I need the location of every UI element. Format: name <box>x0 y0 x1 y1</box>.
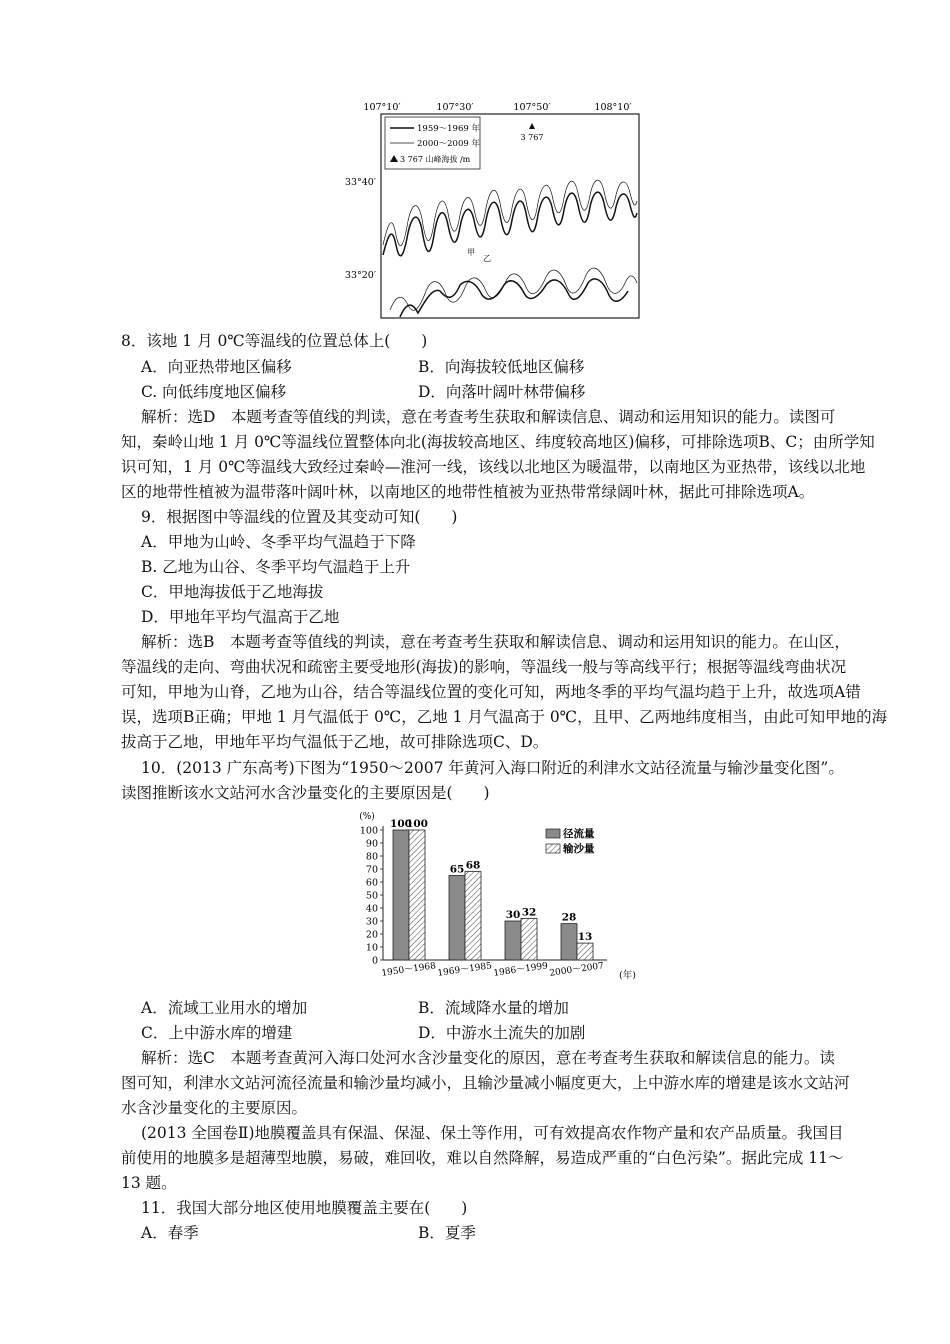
bar-value-label: 13 <box>577 931 593 944</box>
q8-option-b: B．向海拔较低地区偏移 <box>418 358 585 376</box>
q8-option-c: C. 向低纬度地区偏移 <box>141 383 287 401</box>
legend-item: 3 767 山峰海拔 /m <box>400 155 471 164</box>
x-axis-unit: (年) <box>619 970 636 981</box>
q8-analysis-line: 识可知，1 月 0℃等温线大致经过秦岭—淮河一线，该线以北地区为暖温带，以南地区为亚热带，该线以北地 <box>121 458 866 476</box>
lat-label: 33°40′ <box>344 177 376 188</box>
legend-label-sediment: 输沙量 <box>563 843 595 855</box>
q10-option-b: B．流域降水量的增加 <box>418 999 569 1017</box>
q9-option-b: B. 乙地为山谷、冬季平均气温趋于上升 <box>141 558 411 576</box>
legend-swatch-runoff <box>546 829 560 838</box>
bar-value-label: 100 <box>390 818 412 830</box>
q9-analysis-line: 等温线的走向、弯曲状况和疏密主要受地形(海拔)的影响，等温线一般与等高线平行；根据等温线弯曲状况 <box>121 658 847 676</box>
bar-value-label: 65 <box>449 863 465 876</box>
lon-label: 108°10′ <box>594 102 632 113</box>
lat-label: 33°20′ <box>344 270 376 281</box>
legend-swatch-sediment <box>546 844 560 853</box>
isotherm-1959-1969 <box>383 192 637 256</box>
y-tick-label: 60 <box>365 877 378 889</box>
q10-analysis-line: 图可知，利津水文站河流径流量和输沙量均减小，且输沙量减小幅度更大，上中游水库的增建是该水文站河 <box>121 1074 850 1092</box>
y-axis-unit: (%) <box>359 812 375 822</box>
bar-runoff <box>505 921 521 960</box>
runoff-sediment-bar-chart <box>345 808 645 988</box>
bar-value-label: 68 <box>465 859 481 872</box>
q8-option-a: A．向亚热带地区偏移 <box>141 358 292 376</box>
lon-label: 107°30′ <box>436 102 474 113</box>
place-label-jia: 甲 <box>467 248 475 257</box>
lon-label: 107°50′ <box>513 102 551 113</box>
q10-analysis-line: 解析：选C 本题考查黄河入海口处河水含沙量变化的原因，意在考查考生获取和解读信息的能力。读 <box>141 1049 835 1067</box>
isotherm-2000-2009 <box>383 180 637 246</box>
category-label: 1950～1968 <box>380 961 437 979</box>
q8-stem: 8．该地 1 月 0℃等温线的位置总体上( ) <box>121 332 428 350</box>
q10-analysis-line: 水含沙量变化的主要原因。 <box>121 1099 308 1117</box>
peak-icon <box>529 123 535 129</box>
bar-sediment <box>465 872 481 960</box>
q11-stem: 11．我国大部分地区使用地膜覆盖主要在( ) <box>141 1199 468 1217</box>
category-label: 2000～2007 <box>548 961 605 979</box>
q10-stem: 读图推断该水文站河水含沙量变化的主要原因是( ) <box>121 784 490 802</box>
bar-value-label: 32 <box>521 906 537 919</box>
y-tick-label: 50 <box>365 890 378 902</box>
y-tick-label: 30 <box>365 916 378 928</box>
q8-analysis-line: 知，秦岭山地 1 月 0℃等温线位置整体向北(海拔较高地区、纬度较高地区)偏移，可排除选项B、C；由所学知 <box>121 433 875 451</box>
legend-item: 2000～2009 年 <box>417 139 480 149</box>
q11-option-b: B．夏季 <box>418 1224 476 1242</box>
bar-value-label: 100 <box>406 818 428 830</box>
q10-stem: 10．(2013 广东高考)下图为“1950～2007 年黄河入海口附近的利津水文站径流量与输沙量变化图”。 <box>141 759 844 777</box>
bar-sediment <box>577 943 593 960</box>
q9-analysis-line: 解析：选B 本题考查等值线的判读，意在考查考生获取和解读信息、调动和运用知识的能力。在山区， <box>141 633 850 651</box>
bar-sediment <box>521 918 537 960</box>
y-tick-label: 90 <box>365 838 378 850</box>
q9-analysis-line: 可知，甲地为山脊，乙地为山谷，结合等温线位置的变化可知，两地冬季的平均气温均趋于上升，故选项A错 <box>121 683 861 701</box>
legend-label-runoff: 径流量 <box>563 828 595 840</box>
bar-value-label: 30 <box>505 909 521 921</box>
place-label-yi: 乙 <box>483 254 491 263</box>
q9-analysis-line: 误，选项B正确；甲地 1 月气温低于 0℃，乙地 1 月气温高于 0℃，且甲、乙两地纬度相当，由此可知甲地的海 <box>121 708 888 726</box>
intro-line: (2013 全国卷Ⅱ)地膜覆盖具有保温、保湿、保土等作用，可有效提高农作物产量和农产品质量。我国目 <box>141 1124 844 1142</box>
y-tick-label: 70 <box>365 864 378 876</box>
intro-line: 13 题。 <box>121 1174 177 1192</box>
bar-runoff <box>561 924 577 960</box>
q8-analysis-line: 解析：选D 本题考查等值线的判读，意在考查考生获取和解读信息、调动和运用知识的能力。读图可 <box>141 408 836 426</box>
y-tick-label: 100 <box>359 825 378 837</box>
lon-label: 107°10′ <box>363 102 401 113</box>
y-tick-label: 0 <box>371 955 378 967</box>
bar-runoff <box>393 830 409 960</box>
category-label: 1986～1999 <box>492 961 549 979</box>
q9-analysis-line: 拔高于乙地，甲地年平均气温低于乙地，故可排除选项C、D。 <box>121 733 549 751</box>
category-label: 1969～1985 <box>436 961 493 979</box>
y-tick-label: 20 <box>365 929 378 941</box>
q9-option-c: C．甲地海拔低于乙地海拔 <box>141 583 324 601</box>
q10-option-a: A．流域工业用水的增加 <box>141 999 308 1017</box>
q10-option-d: D．中游水土流失的加剧 <box>418 1024 586 1042</box>
isotherm-map <box>330 95 650 327</box>
y-tick-label: 40 <box>365 903 378 915</box>
bar-value-label: 28 <box>561 911 577 924</box>
q8-analysis-line: 区的地带性植被为温带落叶阔叶林，以南地区的地带性植被为亚热带常绿阔叶林，据此可排除选项A。 <box>121 483 815 501</box>
peak-label: 3 767 <box>520 133 544 142</box>
y-tick-label: 10 <box>365 942 378 954</box>
y-tick-label: 80 <box>365 851 378 863</box>
q9-stem: 9．根据图中等温线的位置及其变动可知( ) <box>141 508 458 526</box>
q9-option-d: D．甲地年平均气温高于乙地 <box>141 608 340 626</box>
legend-item: 1959～1969 年 <box>417 124 480 134</box>
bar-sediment <box>409 830 425 960</box>
q11-option-a: A．春季 <box>141 1224 199 1242</box>
q9-option-a: A．甲地为山岭、冬季平均气温趋于下降 <box>141 533 416 551</box>
intro-line: 前使用的地膜多是超薄型地膜，易破，难回收，难以自然降解，易造成严重的“白色污染”。据此完成 11～ <box>121 1149 844 1167</box>
q10-option-c: C．上中游水库的增建 <box>141 1024 293 1042</box>
bar-runoff <box>449 876 465 961</box>
q8-option-d: D．向落叶阔叶林带偏移 <box>418 383 586 401</box>
